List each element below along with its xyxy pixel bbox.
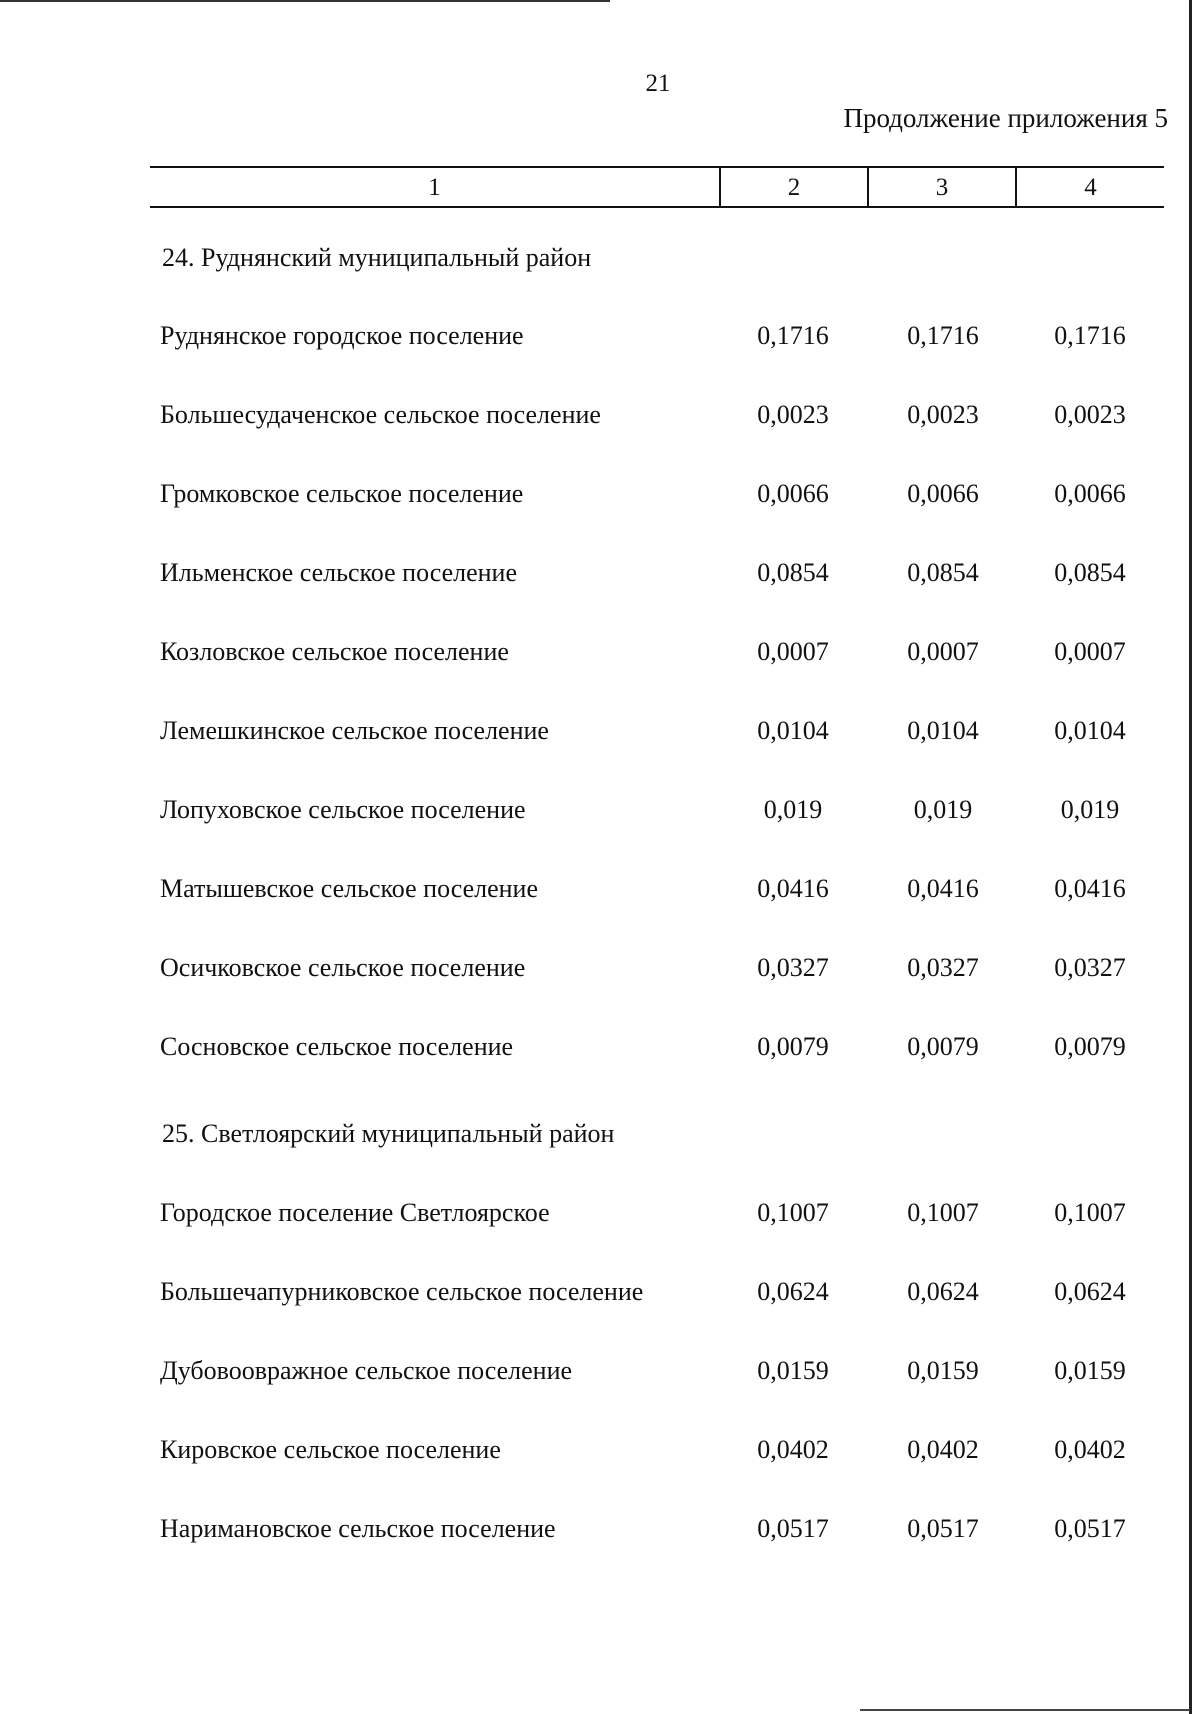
settlement-name: Большечапурниковское сельское поселение	[160, 1277, 644, 1306]
column-header-3: 3	[867, 168, 1015, 206]
settlement-name: Громковское сельское поселение	[160, 479, 524, 508]
settlement-name: Лемешкинское сельское поселение	[160, 716, 549, 745]
value-col-2: 0,0159	[757, 1356, 829, 1385]
value-col-3: 0,1007	[907, 1198, 979, 1227]
column-header-1: 1	[428, 174, 441, 201]
settlement-name: Козловское сельское поселение	[160, 637, 509, 666]
settlement-name: Лопуховское сельское поселение	[160, 795, 526, 824]
value-col-4: 0,019	[1060, 795, 1120, 824]
value-col-4: 0,0416	[1054, 874, 1126, 903]
settlement-name: Большесудаченское сельское поселение	[160, 400, 601, 429]
table-row	[0, 395, 1200, 435]
value-col-3: 0,0007	[907, 637, 979, 666]
value-col-2: 0,0402	[757, 1435, 829, 1464]
value-col-3: 0,0402	[907, 1435, 979, 1464]
value-col-4: 0,1007	[1054, 1198, 1126, 1227]
value-col-3: 0,0624	[907, 1277, 979, 1306]
value-col-3: 0,1716	[907, 321, 979, 350]
value-col-3: 0,0066	[907, 479, 979, 508]
table-row	[0, 1027, 1200, 1067]
settlement-name: Городское поселение Светлоярское	[160, 1198, 550, 1227]
table-row	[0, 1430, 1200, 1470]
value-col-2: 0,0066	[757, 479, 829, 508]
value-col-3: 0,019	[913, 795, 973, 824]
table-row	[0, 1351, 1200, 1391]
table-row	[0, 474, 1200, 514]
value-col-3: 0,0327	[907, 953, 979, 982]
value-col-2: 0,0416	[757, 874, 829, 903]
value-col-4: 0,0104	[1054, 716, 1126, 745]
settlement-name: Сосновское сельское поселение	[160, 1032, 514, 1061]
value-col-4: 0,0023	[1054, 400, 1126, 429]
value-col-4: 0,0327	[1054, 953, 1126, 982]
value-col-3: 0,0104	[907, 716, 979, 745]
table-row	[0, 632, 1200, 672]
value-col-2: 0,0624	[757, 1277, 829, 1306]
value-col-4: 0,0007	[1054, 637, 1126, 666]
value-col-3: 0,0416	[907, 874, 979, 903]
settlement-name: Ильменское сельское поселение	[160, 558, 518, 587]
value-col-4: 0,0854	[1054, 558, 1126, 587]
column-header-4: 4	[1015, 168, 1164, 206]
settlement-name: Дубовоовражное сельское поселение	[160, 1356, 573, 1385]
continuation-heading: Продолжение приложения 5	[843, 103, 1168, 133]
table-row	[0, 553, 1200, 593]
value-col-4: 0,0066	[1054, 479, 1126, 508]
value-col-3: 0,0023	[907, 400, 979, 429]
value-col-2: 0,0517	[757, 1514, 829, 1543]
district-heading: 25. Светлоярский муниципальный район	[162, 1119, 615, 1148]
table-row	[0, 869, 1200, 909]
page-number: 21	[645, 70, 671, 97]
value-col-2: 0,019	[763, 795, 823, 824]
settlement-name: Наримановское сельское поселение	[160, 1514, 556, 1543]
table-row	[0, 1272, 1200, 1312]
value-col-2: 0,0854	[757, 558, 829, 587]
value-col-2: 0,0023	[757, 400, 829, 429]
value-col-2: 0,0104	[757, 716, 829, 745]
table-row	[0, 948, 1200, 988]
value-col-2: 0,1716	[757, 321, 829, 350]
value-col-4: 0,0402	[1054, 1435, 1126, 1464]
settlement-name: Матышевское сельское поселение	[160, 874, 538, 903]
value-col-2: 0,0007	[757, 637, 829, 666]
district-heading: 24. Руднянский муниципальный район	[162, 243, 592, 272]
settlement-name: Осичковское сельское поселение	[160, 953, 526, 982]
value-col-4: 0,1716	[1054, 321, 1126, 350]
table-row	[0, 790, 1200, 830]
value-col-4: 0,0159	[1054, 1356, 1126, 1385]
value-col-3: 0,0159	[907, 1356, 979, 1385]
value-col-3: 0,0854	[907, 558, 979, 587]
table-row	[0, 1509, 1200, 1549]
value-col-4: 0,0517	[1054, 1514, 1126, 1543]
settlement-name: Руднянское городское поселение	[160, 321, 524, 350]
table-row	[0, 316, 1200, 356]
settlement-name: Кировское сельское поселение	[160, 1435, 501, 1464]
value-col-3: 0,0079	[907, 1032, 979, 1061]
column-header-2: 2	[719, 168, 867, 206]
value-col-2: 0,0327	[757, 953, 829, 982]
value-col-2: 0,1007	[757, 1198, 829, 1227]
table-row	[0, 1193, 1200, 1233]
value-col-3: 0,0517	[907, 1514, 979, 1543]
value-col-4: 0,0624	[1054, 1277, 1126, 1306]
table-row	[0, 711, 1200, 751]
value-col-2: 0,0079	[757, 1032, 829, 1061]
value-col-4: 0,0079	[1054, 1032, 1126, 1061]
